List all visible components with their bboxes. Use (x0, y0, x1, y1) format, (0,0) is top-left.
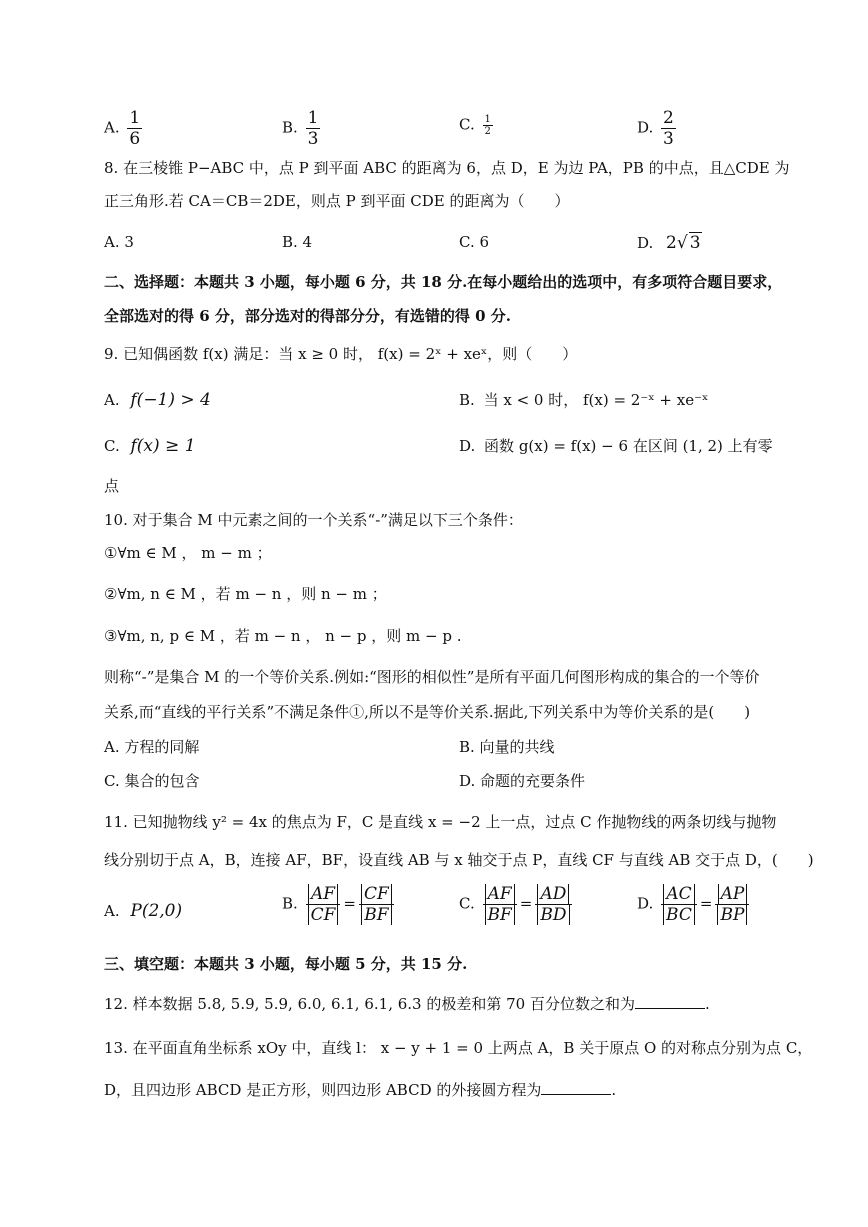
q10-option-d: D. 命题的充要条件 (459, 772, 586, 790)
q7-option-c: C. $\frac{1}{2}$ (459, 114, 491, 137)
q9-option-c: C. f(x) ≥ 1 (104, 436, 196, 456)
q12-text: 12. 样本数据 5.8, 5.9, 5.9, 6.0, 6.1, 6.1, 6.3 的极差和第 70 百分位数之和为 . (104, 995, 710, 1013)
q11-stem-line1: 11. 已知抛物线 y² = 4x 的焦点为 F，C 是直线 x = −2 上一点，过点 C 作抛物线的两条切线与抛物 (104, 813, 777, 831)
q10-option-b: B. 向量的共线 (459, 738, 555, 756)
q8-option-d-radicand: 3 (689, 233, 701, 253)
q11-stem-line2: 线分别切于点 A，B，连接 AF，BF，设直线 AB 与 x 轴交于点 P，直线 CF 与直线 AB 交于点 D，( ) (104, 851, 814, 869)
section3-heading: 三、填空题：本题共 3 小题，每小题 5 分，共 15 分. (104, 955, 468, 973)
section2-heading-line1: 二、选择题：本题共 3 小题，每小题 6 分，共 18 分.在每小题给出的选项中，有多项符合题目要求， (104, 273, 783, 291)
q9-option-b: B. 当 x < 0 时， f(x) = 2⁻ˣ + xe⁻ˣ (459, 391, 709, 409)
q10-condition-2: ②∀m, n ∈ M ，若 m − n ，则 n − m ； (104, 585, 387, 603)
q7-option-a-fraction: $\frac{1}{6}$ (129, 108, 141, 149)
q8-stem-line2: 正三角形.若 CA＝CB＝2DE，则点 P 到平面 CDE 的距离为（ ） (104, 192, 570, 210)
q8-option-d: D. 2√ 3 (637, 233, 701, 253)
q11-option-b: B. $\frac{AF}{CF}$ = $\frac{CF}{BF}$ (282, 884, 397, 925)
q11-option-c: C. $\frac{AF}{BF}$ = $\frac{AD}{BD}$ (459, 884, 575, 925)
q7-option-c-fraction: $\frac{1}{2}$ (484, 114, 491, 137)
q7-option-d: D. $\frac{2}{3}$ (637, 108, 674, 149)
q11-option-a: A. P(2,0) (104, 901, 183, 921)
q8-stem-line1: 8. 在三棱锥 P−ABC 中，点 P 到平面 ABC 的距离为 6，点 D，E 为边 PA，PB 的中点，且△CDE 为 (104, 159, 790, 177)
q13-stem-line1: 13. 在平面直角坐标系 xOy 中，直线 l： x − y + 1 = 0 上两点 A，B 关于原点 O 的对称点分别为点 C， (104, 1039, 813, 1057)
q10-stem: 10. 对于集合 M 中元素之间的一个关系“-”满足以下三个条件： (104, 511, 523, 529)
q10-condition-1: ①∀m ∈ M ， m − m ； (104, 544, 272, 562)
q7-option-b: B. $\frac{1}{3}$ (282, 108, 319, 149)
q8-option-a: A. 3 (104, 233, 134, 251)
q7-option-b-fraction: $\frac{1}{3}$ (307, 108, 319, 149)
q9-option-d-continuation: 点 (104, 477, 120, 495)
q7-option-a: A. $\frac{1}{6}$ (104, 108, 141, 149)
q8-option-c: C. 6 (459, 233, 490, 251)
q10-paragraph-line2: 关系,而“直线的平行关系”不满足条件①,所以不是等价关系.据此,下列关系中为等价关系的是( ) (104, 703, 751, 721)
q8-option-b: B. 4 (282, 233, 313, 251)
section2-heading-line2: 全部选对的得 6 分，部分选对的得部分分，有选错的得 0 分. (104, 307, 511, 325)
q7-option-d-fraction: $\frac{2}{3}$ (663, 108, 674, 149)
q10-condition-3: ③∀m, n, p ∈ M ，若 m − n ， n − p ，则 m − p . (104, 627, 462, 645)
q13-answer-blank[interactable] (541, 1080, 611, 1095)
q9-stem: 9. 已知偶函数 f(x) 满足：当 x ≥ 0 时， f(x) = 2ˣ + xeˣ，则（ ） (104, 345, 578, 363)
q10-option-c: C. 集合的包含 (104, 772, 200, 790)
q9-option-a: A. f(−1) > 4 (104, 390, 211, 410)
q13-stem-line2: D，且四边形 ABCD 是正方形，则四边形 ABCD 的外接圆方程为 . (104, 1081, 617, 1099)
q12-answer-blank[interactable] (635, 994, 705, 1009)
q10-paragraph-line1: 则称“-”是集合 M 的一个等价关系.例如:“图形的相似性”是所有平面几何图形构成的集合的一个等价 (104, 668, 760, 686)
q9-option-d: D. 函数 g(x) = f(x) − 6 在区间 (1, 2) 上有零 (459, 437, 773, 455)
q11-option-d: D. $\frac{AC}{BC}$ = $\frac{AP}{BP}$ (637, 884, 752, 925)
q10-option-a: A. 方程的同解 (104, 738, 200, 756)
